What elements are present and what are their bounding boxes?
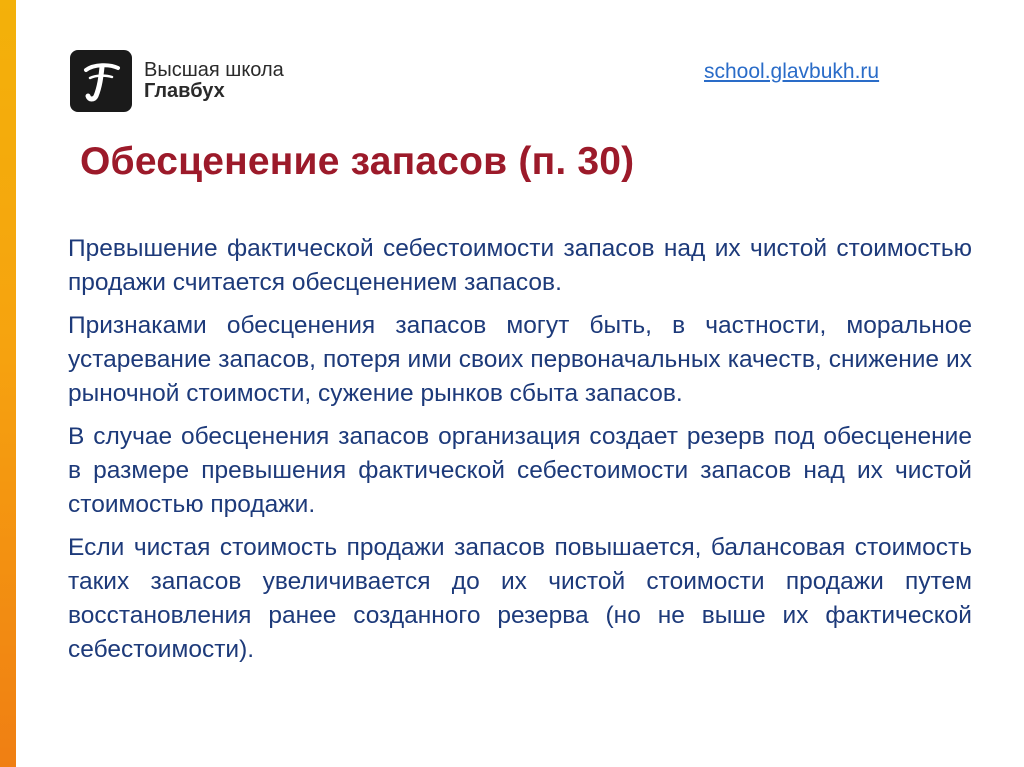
- paragraph: Превышение фактической себестоимости запасов над их чистой стоимостью продажи считается обесценением запасов.: [68, 235, 972, 296]
- body-text: [68, 232, 972, 676]
- logo-line-1: Высшая школа: [144, 59, 284, 81]
- paragraph: Признаками обесценения запасов могут быть, в частности, моральное устаревание запасов, потеря ими своих первоначальных качеств, снижение их рыночной стоимости, сужение рынков сбыта запасов.: [68, 312, 972, 407]
- paragraph: Если чистая стоимость продажи запасов повышается, балансовая стоимость таких запасов увеличивается до их чистой стоимости продажи путем восстановления ранее созданного резерва (но не выше их фактической себестоимости).: [68, 534, 972, 663]
- school-logo: [70, 50, 284, 112]
- school-logo-icon: [70, 50, 132, 112]
- site-link[interactable]: school.glavbukh.ru: [704, 60, 880, 83]
- page-title: Обесценение запасов (п. 30): [80, 140, 635, 183]
- logo-text: [144, 60, 284, 102]
- paragraph: В случае обесценения запасов организация создает резерв под обесценение в размере превышения фактической себестоимости запасов над их чистой стоимостью продажи.: [68, 423, 972, 518]
- logo-line-2: Главбух: [144, 80, 225, 102]
- accent-side-bar: [0, 0, 16, 767]
